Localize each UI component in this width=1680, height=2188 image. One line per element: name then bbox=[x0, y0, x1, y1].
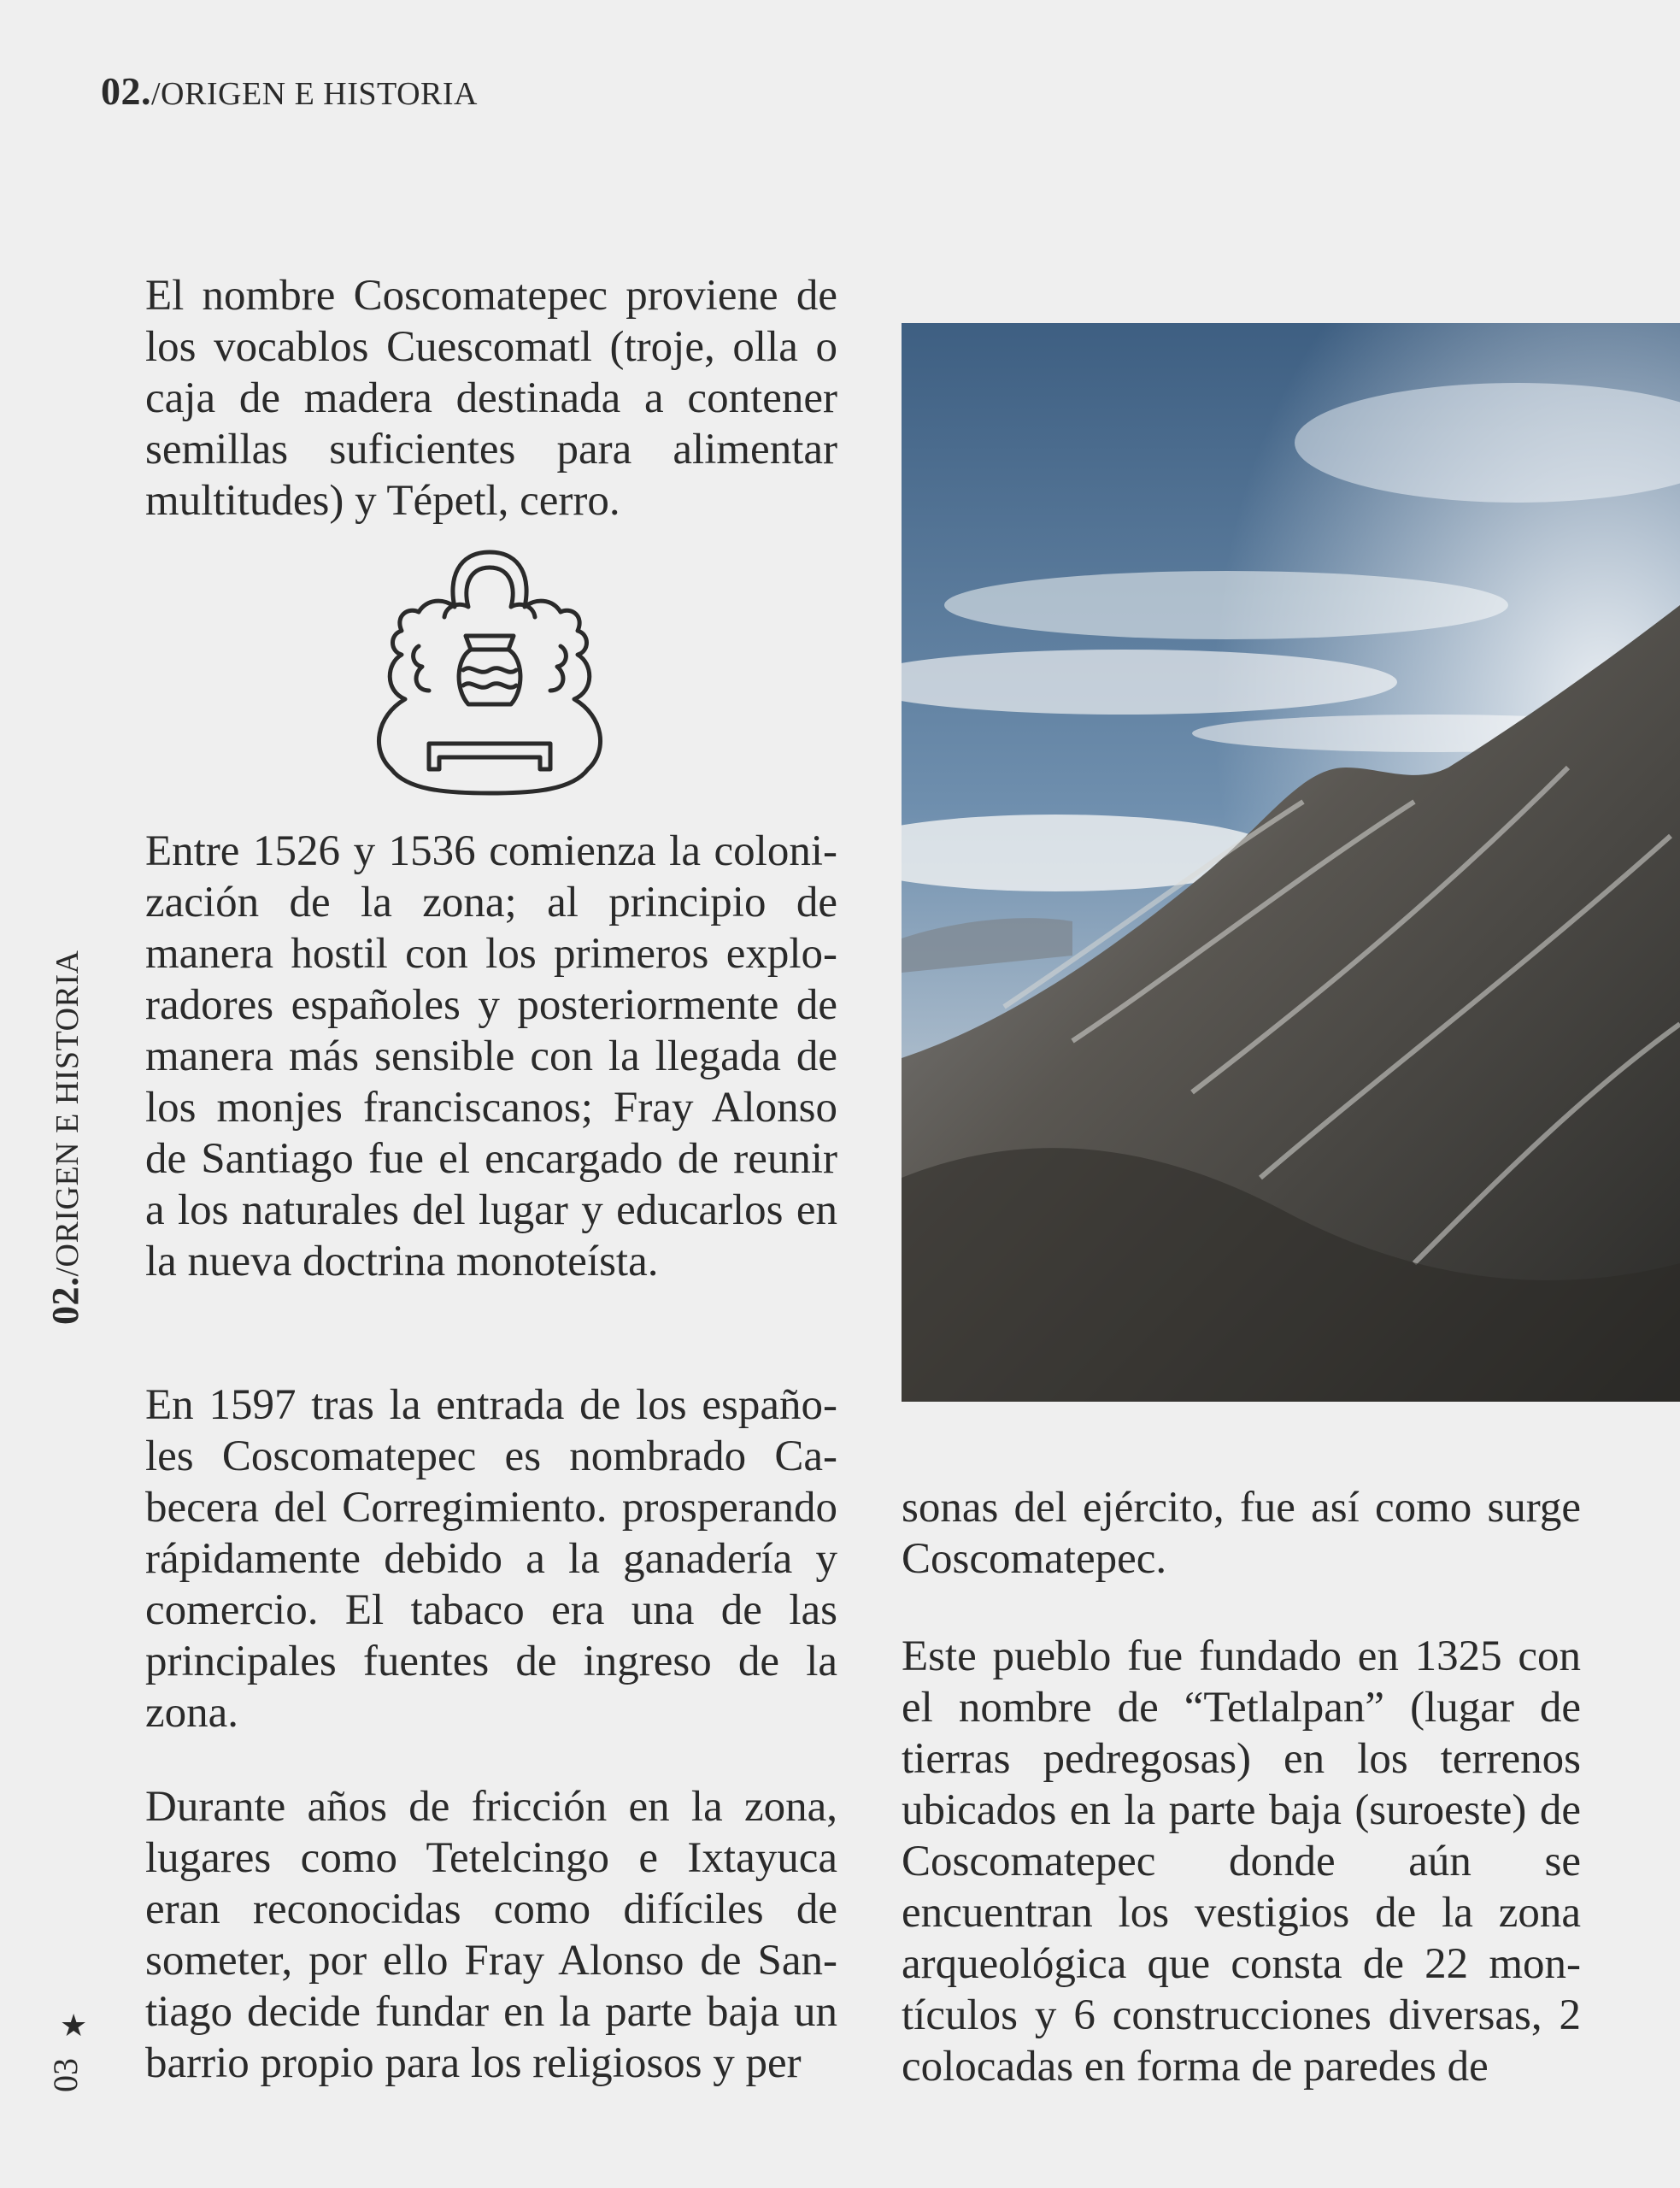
paragraph-colonization: Entre 1526 y 1536 comienza la colonización de la zona; al principio de manera hostil con los primeros exploradores españoles y posteriormente de manera más sensible con la llegada de los monjes franciscanos; Fray Alonso de Santiago fue el encargado de reunir a los naturales del lugar y educarlos en la nueva doctrina monoteísta. bbox=[145, 827, 837, 1285]
side-section-title: /ORIGEN E HISTORIA bbox=[50, 950, 85, 1277]
star-icon: ★ bbox=[60, 2009, 88, 2043]
mountain-photo bbox=[902, 323, 1680, 1402]
paragraph-founding: Este pueblo fue fundado en 1325 con el nombre de “Tetlalpan” (lugar de tierras pedregosas) en los terrenos ubicados en la parte baja (suroeste) de Coscomatepec donde aún se encuentran los vestigios de la zona arqueológica que consta de 22 montículos y 6 construcciones diversas, 2 colocadas en forma de paredes de bbox=[902, 1632, 1581, 2091]
section-title: /ORIGEN E HISTORIA bbox=[151, 76, 478, 112]
paragraph-1597: En 1597 tras la entrada de los españoles Coscomatepec es nombrado Cabecera del Corregimiento. prosperando rápidamente debido a la ganadería y comercio. El tabaco era una de las principales fuentes de ingreso de la zona. bbox=[145, 1381, 837, 1737]
side-section-number: 02. bbox=[44, 1276, 86, 1325]
coscomatepec-glyph-icon bbox=[367, 545, 612, 802]
paragraph-friction: Durante años de fricción en la zona, lugares como Tetelcingo e Ixtayuca eran reconocidas como difíciles de someter, por ello Fray Alonso de Santiago decide fundar en la parte baja un barrio propio para los religiosos y per bbox=[145, 1783, 837, 2087]
side-section-label bbox=[44, 950, 89, 1325]
section-header bbox=[101, 68, 478, 117]
paragraph-name-origin: El nombre Coscomatepec proviene de los vocablos Cuescomatl (troje, olla o caja de madera destinada a contener semillas suficientes para alimentar multitudes) y Tépetl, cerro. bbox=[145, 272, 837, 525]
page-number: 03 bbox=[46, 2058, 85, 2092]
paragraph-continuation: sonas del ejército, fue así como surge Coscomatepec. bbox=[902, 1484, 1581, 1583]
section-number: 02. bbox=[101, 69, 151, 113]
